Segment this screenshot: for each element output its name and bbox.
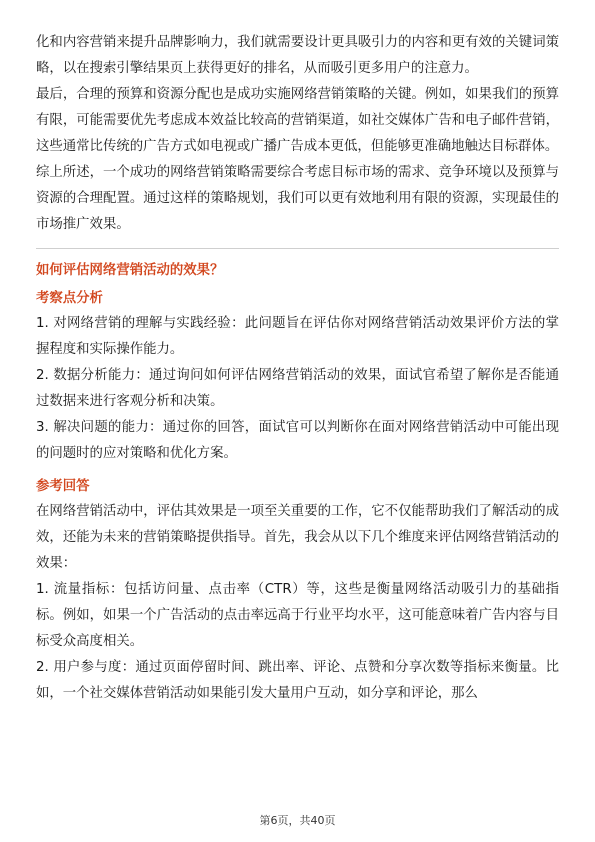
intro-paragraph-3: 综上所述，一个成功的网络营销策略需要综合考虑目标市场的需求、竞争环境以及预算与资源的合理配置。通过这样的策略规划，我们可以更有效地利用有限的资源，实现最佳的市场推广效果。 bbox=[36, 165, 559, 232]
analysis-item-3: 3. 解决问题的能力：通过你的回答，面试官可以判断你在面对网络营销活动中可能出现的问题时的应对策略和优化方案。 bbox=[36, 420, 559, 461]
intro-paragraph-2: 最后，合理的预算和资源分配也是成功实施网络营销策略的关键。例如，如果我们的预算有限，可能需要优先考虑成本效益比较高的营销渠道，如社交媒体广告和电子邮件营销，这些通常比传统的广告方式如电视或广播广告成本更低，但能够更准确地触达目标群体。 bbox=[36, 87, 559, 154]
answer-paragraph-2: 1. 流量指标：包括访问量、点击率（CTR）等，这些是衡量网络活动吸引力的基础指标。例如，如果一个广告活动的点击率远高于行业平均水平，这可能意味着广告内容与目标受众高度相关。 bbox=[36, 582, 559, 649]
answer-heading: 参考回答 bbox=[36, 479, 90, 494]
answer-paragraph-3: 2. 用户参与度：通过页面停留时间、跳出率、评论、点赞和分享次数等指标来衡量。比如，一个社交媒体营销活动如果能引发大量用户互动，如分享和评论，那么 bbox=[36, 660, 559, 701]
question-title: 如何评估网络营销活动的效果？ bbox=[36, 263, 224, 278]
answer-paragraph-1: 在网络营销活动中，评估其效果是一项至关重要的工作，它不仅能帮助我们了解活动的成效，还能为未来的营销策略提供指导。首先，我会从以下几个维度来评估网络营销活动的效果： bbox=[36, 504, 559, 571]
analysis-item-2: 2. 数据分析能力：通过询问如何评估网络营销活动的效果，面试官希望了解你是否能通过数据来进行客观分析和决策。 bbox=[36, 368, 559, 409]
analysis-heading: 考察点分析 bbox=[36, 291, 103, 306]
document-page bbox=[36, 30, 559, 707]
page-number: 第6页，共40页 bbox=[259, 814, 336, 827]
intro-paragraph-1: 化和内容营销来提升品牌影响力，我们就需要设计更具吸引力的内容和更有效的关键词策略，以在搜索引擎结果页上获得更好的排名，从而吸引更多用户的注意力。 bbox=[36, 35, 559, 76]
analysis-item-1: 1. 对网络营销的理解与实践经验：此问题旨在评估你对网络营销活动效果评价方法的掌握程度和实际操作能力。 bbox=[36, 316, 559, 357]
section-divider bbox=[36, 248, 559, 249]
